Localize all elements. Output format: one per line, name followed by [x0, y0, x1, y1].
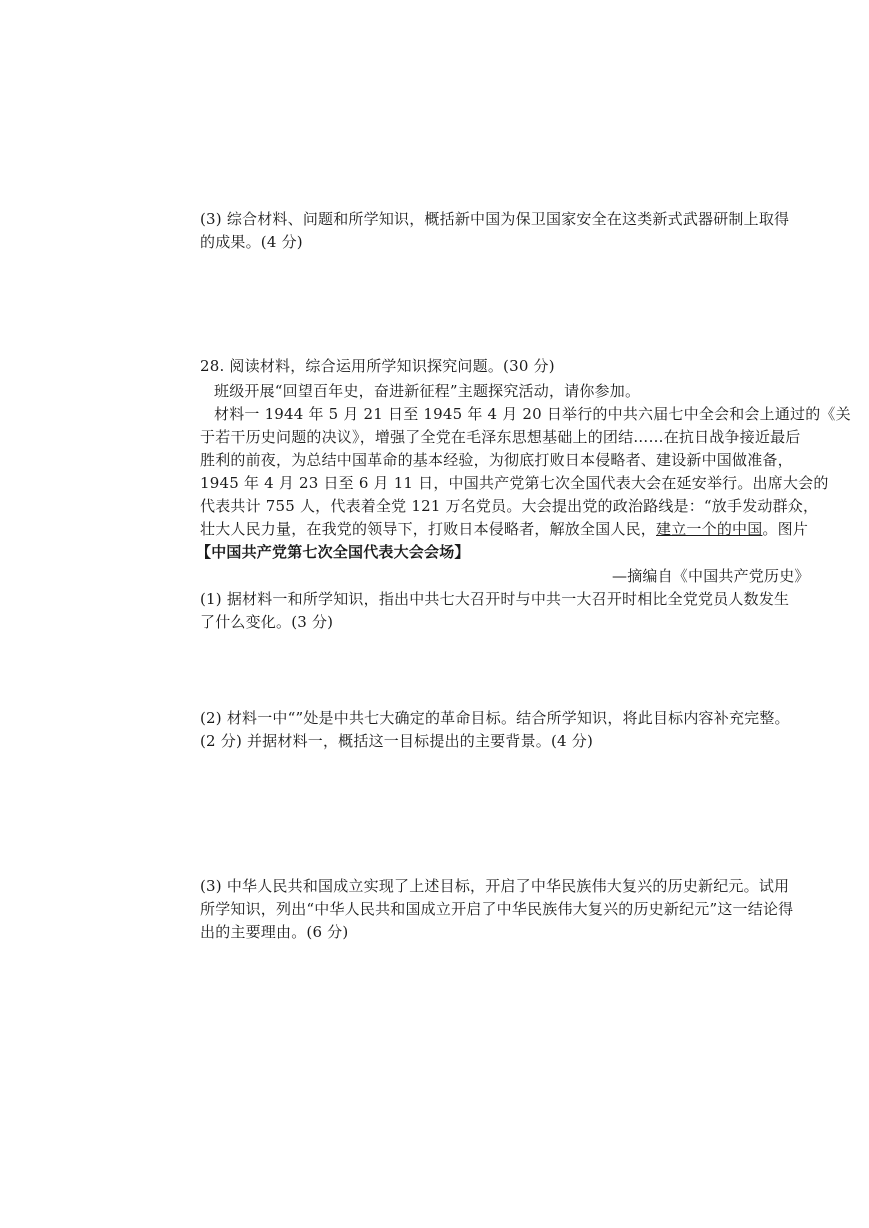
material1-underlined-goal: 建立一个的中国: [656, 520, 763, 538]
q28-part3-line1: (3) 中华人民共和国成立实现了上述目标，开启了中华民族伟大复兴的历史新纪元。试用: [200, 877, 790, 895]
material1-source: —摘编自《中国共产党历史》: [612, 567, 810, 585]
material1-line6-tail: 。图片: [762, 520, 809, 538]
q28-part1-line2: 了什么变化。(3 分): [200, 613, 334, 631]
q27-part3-line1: (3) 综合材料、问题和所学知识，概括新中国为保卫国家安全在这类新式武器研制上取得: [200, 210, 790, 228]
q27-part3-line2: 的成果。(4 分): [200, 233, 303, 251]
q28-heading: 28. 阅读材料，综合运用所学知识探究问题。(30 分): [200, 357, 555, 375]
q28-part2-line2: (2 分) 并据材料一，概括这一目标提出的主要背景。(4 分): [200, 732, 594, 750]
material1-line6-text: 壮大人民力量，在我党的领导下，打败日本侵略者，解放全国人民，: [200, 520, 657, 538]
material1-line4: 1945 年 4 月 23 日至 6 月 11 日，中国共产党第七次全国代表大会在延安举行。出席大会的: [200, 474, 829, 492]
q28-part3-line3: 出的主要理由。(6 分): [200, 923, 349, 941]
material1-line6: [200, 519, 808, 539]
material1-line3: 胜利的前夜，为总结中国革命的基本经验，为彻底打败日本侵略者、建设新中国做准备，: [200, 451, 793, 469]
q28-part2-line1: (2) 材料一中“”处是中共七大确定的革命目标。结合所学知识，将此目标内容补充完整。: [200, 709, 790, 727]
material1-line1: 材料一 1944 年 5 月 21 日至 1945 年 4 月 20 日举行的中共六届七中全会和会上通过的《关: [214, 405, 851, 423]
material1-line2: 于若干历史问题的决议》，增强了全党在毛泽东思想基础上的团结……在抗日战争接近最后: [200, 428, 801, 446]
material1-line5: 代表共计 755 人，代表着全党 121 万名党员。大会提出党的政治路线是：“放手发动群众，: [200, 497, 819, 515]
q28-intro: 班级开展“回望百年史，奋进新征程”主题探究活动，请你参加。: [214, 382, 641, 400]
material1-image-caption: 【中国共产党第七次全国代表大会会场】: [196, 543, 470, 561]
q28-part1-line1: (1) 据材料一和所学知识，指出中共七大召开时与中共一大召开时相比全党党员人数发生: [200, 590, 790, 608]
q28-part3-line2: 所学知识，列出“中华人民共和国成立开启了中华民族伟大复兴的历史新纪元”这一结论得: [200, 900, 794, 918]
